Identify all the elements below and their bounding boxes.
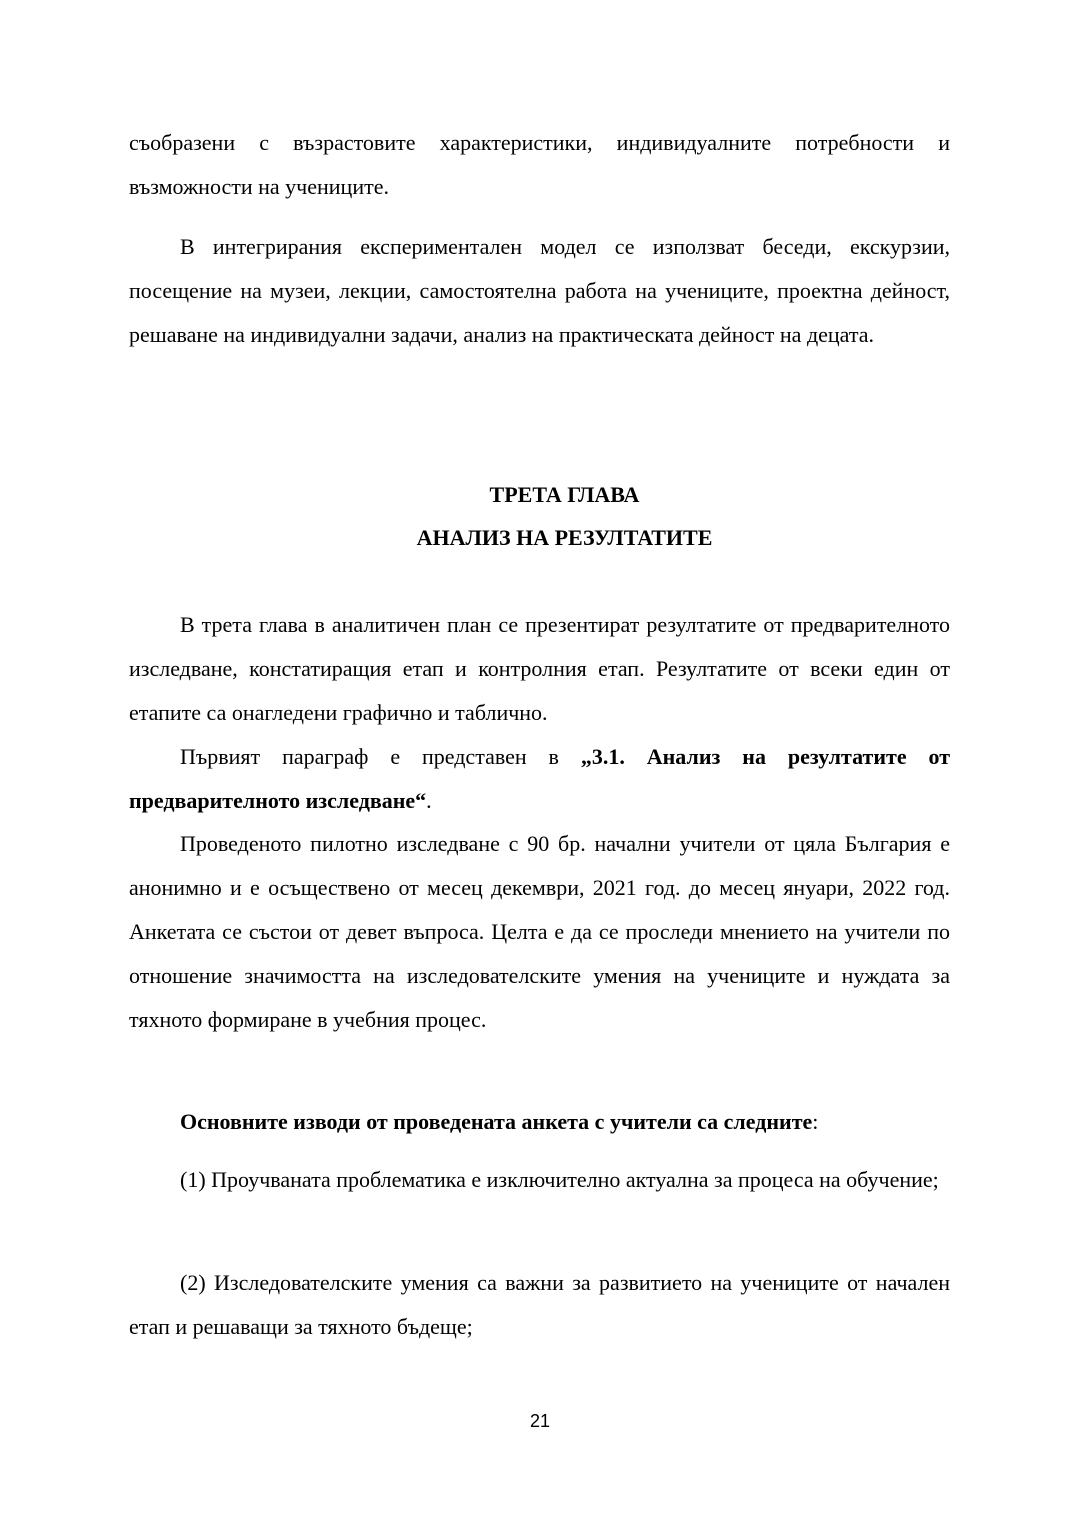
page-number: 21 xyxy=(529,1411,551,1431)
section-reference: „3.1. Анализ на резултатите от предварителното изследване“ xyxy=(129,744,951,813)
chapter-subtitle: АНАЛИЗ НА РЕЗУЛТАТИТЕ xyxy=(416,525,713,550)
paragraph-first-section-prefix: Първият параграф е представен в xyxy=(180,744,581,769)
paragraph-pilot-study: Проведеното пилотно изследване с 90 бр. начални учители от цяла България е анонимно и е осъществено от месец декември, 2021 год. до месец януари, 2022 год. Анкетата се състои от девет въпроса. Целта е да се проследи мнението на учители по отношение значимостта на изследователските умения на учениците и нуждата за тяхното формиране в учебния процес. xyxy=(129,831,950,1032)
paragraph-continuation: съобразени с възрастовите характеристики, индивидуалните потребности и възможности на учениците. xyxy=(129,130,950,199)
paragraph-first-section-suffix: . xyxy=(426,788,432,813)
chapter-title: ТРЕТА ГЛАВА xyxy=(489,482,640,507)
conclusions-heading: Основните изводи от проведената анкета с учители са следните xyxy=(180,1109,813,1134)
conclusions-heading-suffix: : xyxy=(812,1109,819,1134)
paragraph-chapter-intro: В трета глава в аналитичен план се презентират резултатите от предварителното изследване, констатиращия етап и контролния етап. Резултатите от всеки един от етапите са онагледени графично и таблично. xyxy=(129,612,950,725)
conclusion-item-1: (1) Проучваната проблематика е изключително актуална за процеса на обучение; xyxy=(180,1167,939,1192)
paragraph-model-methods: В интегрирания експериментален модел се използват беседи, екскурзии, посещение на музеи, лекции, самостоятелна работа на учениците, проектна дейност, решаване на индивидуални задачи, анализ на практическата дейност на децата. xyxy=(129,234,950,347)
conclusion-item-2: (2) Изследователските умения са важни за развитието на учениците от начален етап и решаващи за тяхното бъдеще; xyxy=(129,1270,950,1339)
paragraph-first-section xyxy=(129,735,950,823)
paragraph-conclusions-heading xyxy=(129,1100,950,1144)
